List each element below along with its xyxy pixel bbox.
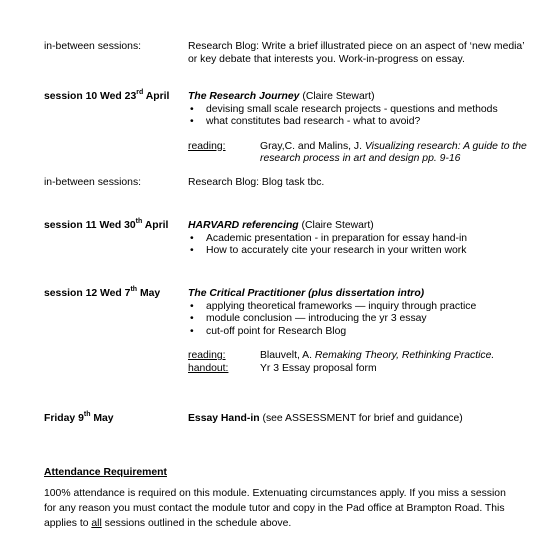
- label-text: April: [143, 91, 170, 102]
- list-item-text: How to accurately cite your research in your written work: [206, 245, 467, 256]
- session-title-line: [188, 220, 538, 233]
- reading-label: reading:: [188, 350, 226, 361]
- label-text: May: [137, 288, 161, 299]
- label-text: Friday 9: [44, 413, 84, 424]
- list-item-text: cut-off point for Research Blog: [206, 325, 347, 337]
- bullet-icon: •: [190, 116, 194, 127]
- handin-note: (see ASSESSMENT for brief and guidance): [259, 413, 463, 424]
- citation-authors: Blauvelt, A.: [260, 350, 315, 361]
- list-item: [188, 233, 538, 246]
- body-line: Research Blog: Blog task tbc.: [188, 177, 325, 188]
- session-title: HARVARD referencing: [188, 220, 299, 231]
- list-item-text: applying theoretical frameworks — inquiry through practice: [206, 300, 477, 312]
- tutor-name: (Claire Stewart): [299, 91, 375, 102]
- list-item: [188, 104, 538, 117]
- handout-text: Yr 3 Essay proposal form: [260, 362, 377, 374]
- bullet-icon: •: [190, 325, 194, 337]
- session-body: [188, 91, 538, 167]
- session-title-line: [188, 288, 538, 301]
- bullet-list: [188, 301, 538, 339]
- list-item: [188, 326, 538, 339]
- handin-label: [44, 410, 114, 426]
- label-superscript: th: [83, 410, 91, 418]
- emphasis-text: all: [91, 517, 102, 529]
- list-item: [188, 245, 538, 258]
- label-text: session 12 Wed 7: [44, 288, 131, 299]
- reading-label: reading:: [188, 140, 226, 152]
- attendance-paragraph: [44, 487, 540, 531]
- list-item: [188, 116, 538, 129]
- handout-label: handout:: [188, 362, 229, 374]
- label-superscript: rd: [136, 88, 144, 96]
- session-label: [44, 285, 161, 301]
- row-label: in-between sessions:: [44, 177, 142, 188]
- row-label: in-between sessions:: [44, 41, 142, 52]
- reading-citation: [260, 141, 540, 166]
- list-item-text: devising small scale research projects - questions and methods: [206, 103, 498, 115]
- list-item-text: what constitutes bad research - what to avoid?: [206, 116, 421, 127]
- session-label: [44, 217, 169, 233]
- session-title: The Research Journey: [188, 91, 300, 102]
- paragraph-line: for any reason you must contact the module tutor and copy in the Pad office at Brampton Road. This: [44, 502, 505, 514]
- list-item-text: module conclusion — introducing the yr 3 essay: [206, 313, 427, 324]
- line-text: sessions outlined in the schedule above.: [101, 517, 292, 529]
- label-text: May: [90, 413, 114, 424]
- bullet-list: [188, 104, 538, 129]
- paragraph-line: 100% attendance is required on this module. Extenuating circumstances apply. If you miss a session: [44, 488, 506, 499]
- reading-citation: [260, 350, 540, 363]
- list-item-text: Academic presentation - in preparation for essay hand-in: [206, 232, 468, 244]
- label-text: April: [142, 220, 169, 231]
- label-text: session 10 Wed 23: [44, 91, 137, 102]
- paragraph-line: [44, 517, 540, 532]
- bullet-icon: •: [190, 245, 194, 256]
- bullet-list: [188, 233, 538, 258]
- row-body: [188, 41, 538, 66]
- citation-authors: Gray,C. and Malins, J.: [260, 140, 365, 152]
- session-body: [188, 288, 538, 376]
- reading-block: [188, 141, 538, 167]
- session-label: [44, 88, 170, 104]
- attendance-heading: Attendance Requirement: [44, 467, 167, 478]
- handin-body: [188, 413, 538, 426]
- body-line: Research Blog: Write a brief illustrated piece on an aspect of ‘new media’: [188, 41, 525, 52]
- bullet-icon: •: [190, 300, 194, 312]
- line-text: applies to: [44, 517, 92, 529]
- citation-title: Remaking Theory, Rethinking Practice.: [314, 350, 495, 361]
- tutor-name: (Claire Stewart): [298, 220, 374, 231]
- body-line: or key debate that interests you. Work-in-progress on essay.: [188, 53, 465, 65]
- label-text: session 11 Wed 30: [44, 220, 136, 231]
- handin-title: Essay Hand-in: [188, 413, 260, 424]
- citation-title: Visualizing research: A guide to the research process in art and design pp. 9-16: [260, 140, 527, 164]
- session-body: [188, 220, 538, 258]
- list-item: [188, 313, 538, 326]
- bullet-icon: •: [190, 232, 194, 244]
- label-superscript: th: [130, 285, 138, 293]
- reading-block: [188, 350, 538, 376]
- bullet-icon: •: [190, 103, 194, 115]
- session-title-line: [188, 91, 538, 104]
- list-item: [188, 301, 538, 314]
- label-superscript: th: [135, 217, 143, 225]
- row-body: [188, 177, 538, 190]
- bullet-icon: •: [190, 313, 194, 324]
- session-title: The Critical Practitioner (plus dissertation intro): [188, 288, 425, 299]
